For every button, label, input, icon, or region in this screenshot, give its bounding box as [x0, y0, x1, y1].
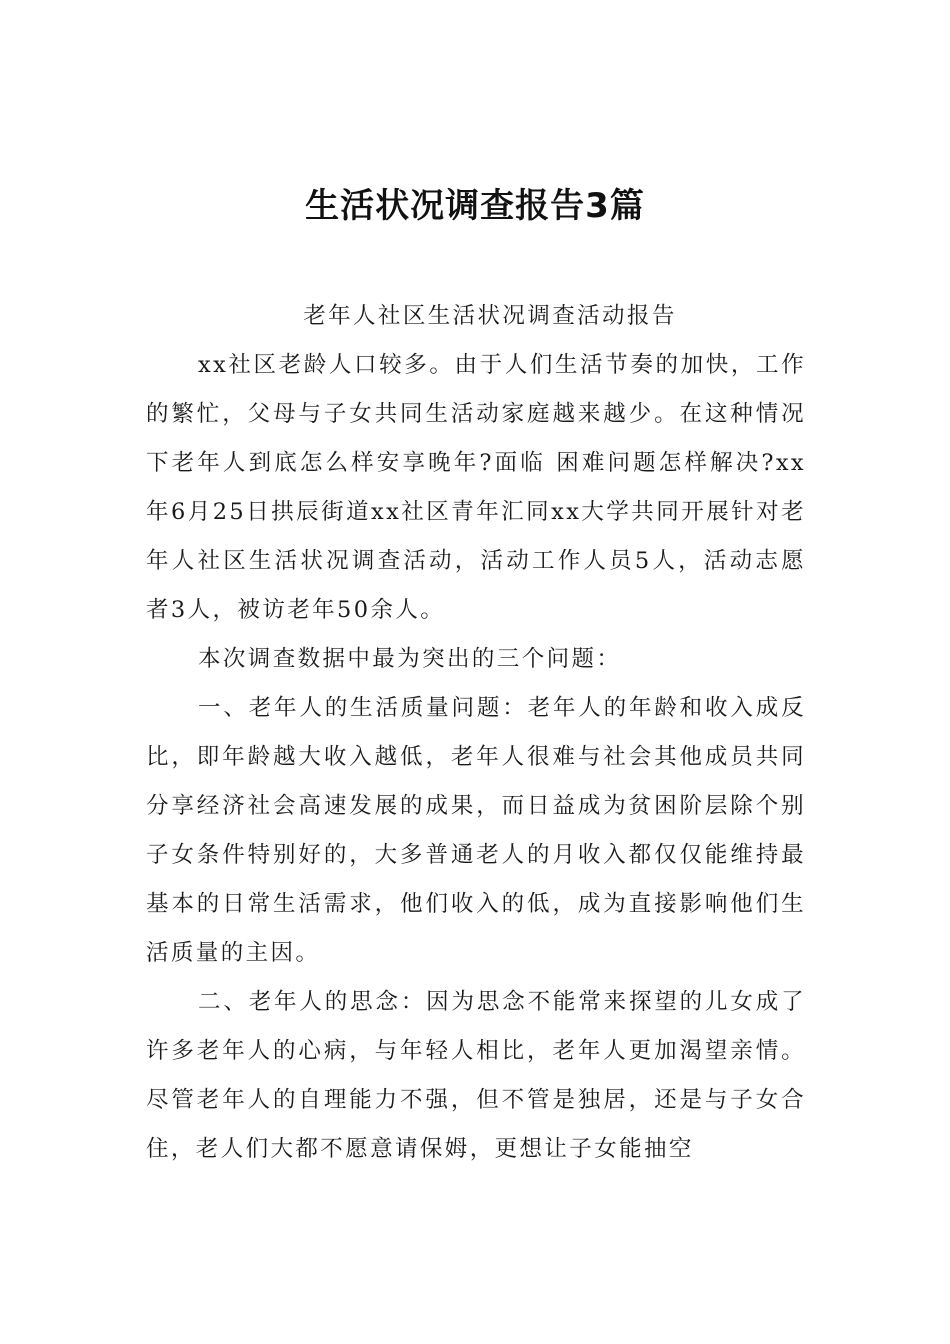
report-subtitle: 老年人社区生活状况调查活动报告	[303, 303, 677, 329]
document-title: 生活状况调查报告3篇	[305, 185, 645, 226]
document-body	[146, 292, 806, 1174]
paragraph-issue-one: 一、老年人的生活质量问题：老年人的年龄和收入成反比，即年龄越大收入越低，老年人很难与社会其他成员共同分享经济社会高速发展的成果，而日益成为贫困阶层除个别子女条件特别好的，大多普通老人的月收入都仅仅能维持最基本的日常生活需求，他们收入的低，成为直接影响他们生活质量的主因。	[146, 695, 806, 966]
paragraph-issues-lead: 本次调查数据中最为突出的三个问题：	[198, 646, 622, 672]
paragraph-intro: xx社区老龄人口较多。由于人们生活节奏的加快，工作的繁忙，父母与子女共同生活动家庭越来越少。在这种情况下老年人到底怎么样安享晚年?面临 困难问题怎样解决?xx年6月25日拱辰街道xx社区青年汇同xx大学共同开展针对老年人社区生活状况调查活动，活动工作人员5人，活动志愿者3人，被访老年50余人。	[146, 352, 806, 623]
paragraph-issue-two: 二、老年人的思念：因为思念不能常来探望的儿女成了许多老年人的心病，与年轻人相比，老年人更加渴望亲情。尽管老年人的自理能力不强，但不管是独居，还是与子女合住，老人们大都不愿意请保姆，更想让子女能抽空	[146, 989, 806, 1162]
